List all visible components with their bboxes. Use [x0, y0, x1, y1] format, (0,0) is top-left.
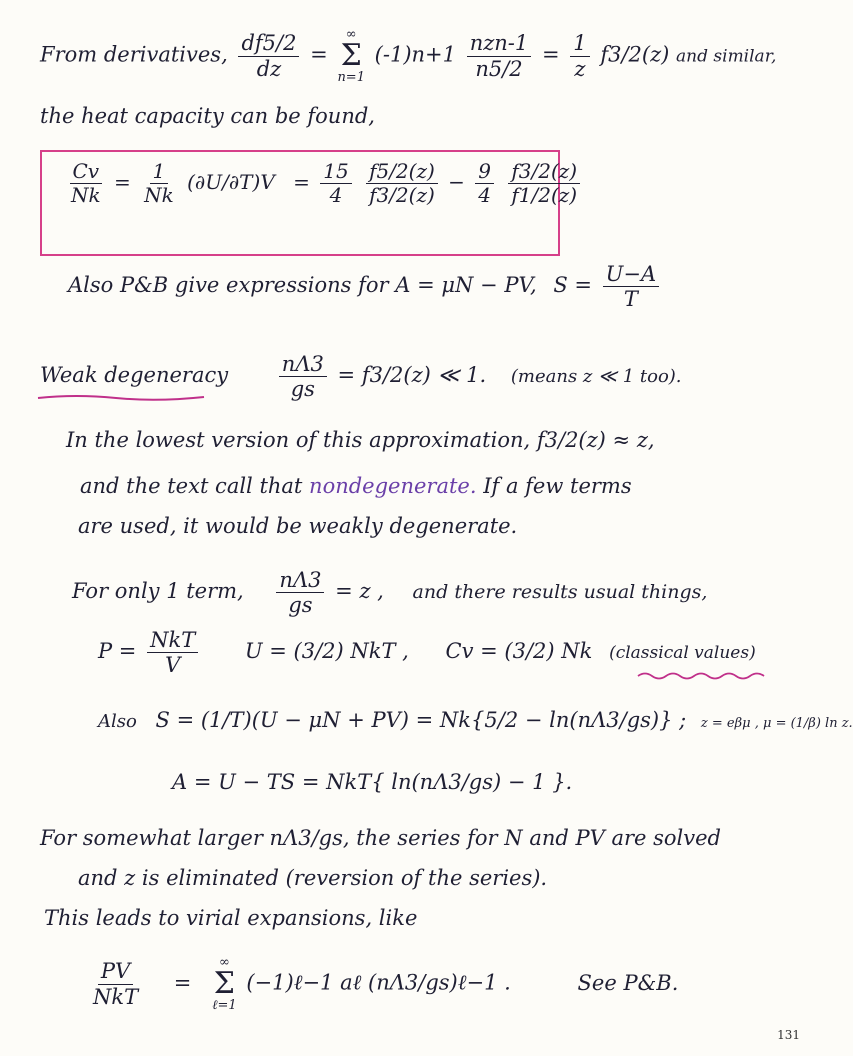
heat-capacity-equation: $\frac{Cv}{Nk}$ = $\frac{1}{Nk}$ (∂U/∂T)V = $\frac{15}{4}$ $\frac{f5/2(z)}{f3/2(z)}$ − $\frac{9}{4}$ $\frac{f3/2(z)}{f1/2(z)}$	[64, 160, 584, 207]
para1-line2: and the text call that nondegenerate. If a few terms	[80, 474, 632, 498]
para1-line1: In the lowest version of this approximation, f3/2(z) ≈ z,	[66, 428, 655, 452]
para2-line1: For somewhat larger nΛ3/gs, the series for N and PV are solved	[40, 826, 721, 850]
para2-line3: This leads to virial expansions, like	[44, 906, 418, 930]
one-over-z-fraction: $\frac{1}{z}$	[570, 31, 589, 80]
heat-capacity-intro: the heat capacity can be found,	[40, 104, 375, 128]
heading-underline	[36, 392, 206, 404]
series-sum: ∞ Σ n=1	[337, 27, 365, 85]
series-term-fraction: $\frac{\text{nzn-1}}{n5/2}$	[467, 31, 532, 80]
weak-degeneracy-line: Weak degeneracy $\frac{n\Lambda 3}{gs}$ = f3/2(z) ≪ 1. (means z ≪ 1 too).	[40, 352, 682, 402]
page-number: 131	[777, 1028, 800, 1042]
classical-underline	[636, 670, 776, 682]
also-pb-line: Also P&B give expressions for A = μN − PV, S = $\frac{U-A}{T}$	[68, 262, 663, 311]
virial-expansion-line: $\frac{PV}{\text{NkT}}$ = ∞ Σ ℓ=1 (−1)ℓ−1 aℓ (nΛ3/gs)ℓ−1 . See P&B.	[93, 955, 679, 1013]
derivative-fraction: $\frac{df5/2}{dz}$	[238, 31, 299, 80]
para1-line3: are used, it would be weakly degenerate.	[78, 514, 518, 538]
para2-line2: and z is eliminated (reversion of the series).	[78, 866, 548, 890]
weak-degeneracy-heading: Weak degeneracy	[40, 363, 229, 388]
see-pb-note: See P&B.	[577, 970, 679, 995]
from-derivatives-text: From derivatives,	[40, 42, 228, 67]
entropy-line: Also S = (1/T)(U − μN + PV) = Nk{5/2 − ln(nΛ3/gs)} ; z = eβμ , μ = (1/β) ln z.	[98, 708, 853, 732]
one-term-line: For only 1 term, $\frac{n\Lambda 3}{gs}$ = z , and there results usual things,	[72, 568, 708, 618]
classical-results-line: P = $\frac{\text{NkT}}{V}$ U = (3/2) NkT , Cv = (3/2) Nk (classical values)	[98, 628, 756, 678]
helmholtz-line: A = U − TS = NkT{ ln(nΛ3/gs) − 1 }.	[172, 770, 573, 794]
derivative-line: From derivatives, $\frac{df5/2}{dz}$ = ∞ Σ n=1 (-1)n+1 $\frac{\text{nzn-1}}{n5/2}$ = $\frac{1}{z}$ f3/2(z) and similar,	[40, 27, 777, 85]
nondegenerate-highlight: nondegenerate.	[309, 474, 477, 498]
